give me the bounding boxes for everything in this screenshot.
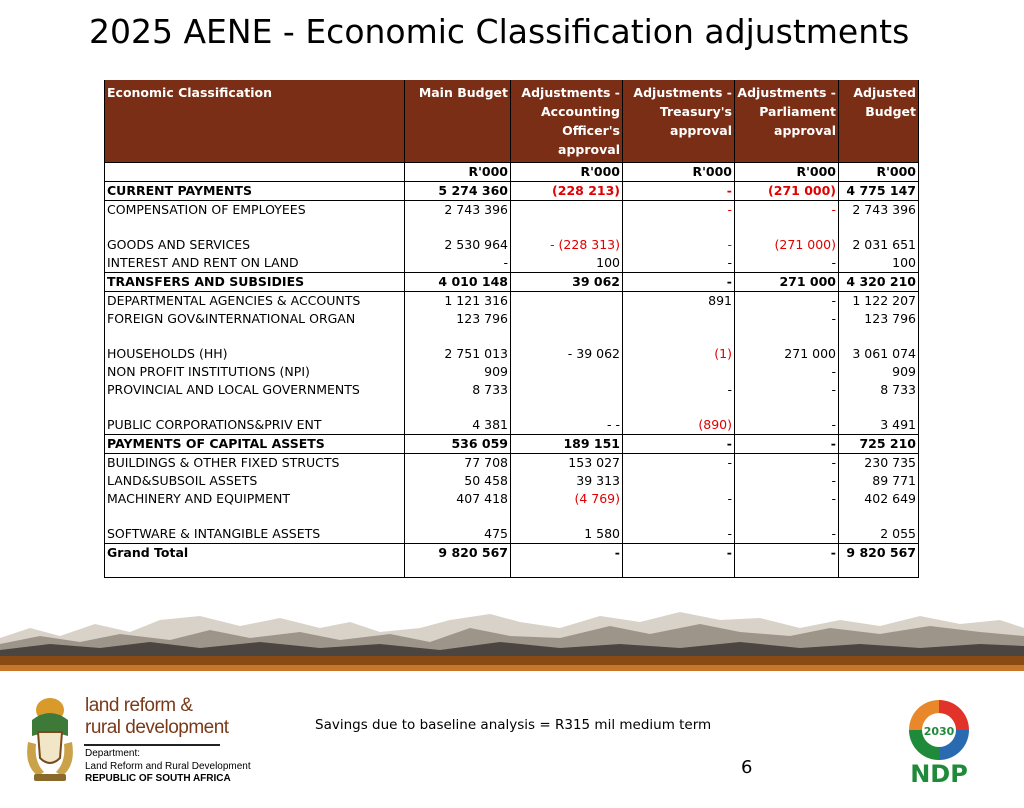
adjusted-budget-cell: 9 820 567 [839,544,919,578]
main-budget-cell: 2 751 013 [405,328,511,363]
table-row [105,292,919,311]
row-label: PROVINCIAL AND LOCAL GOVERNMENTS [105,381,405,399]
adj-treasury-cell: - [623,254,735,273]
main-budget-cell: 50 458 [405,472,511,490]
adj-treasury-cell [623,310,735,328]
adj-treasury-cell: (890) [623,399,735,435]
adjusted-budget-cell: 2 031 651 [839,219,919,254]
row-label: PUBLIC CORPORATIONS&PRIV ENT [105,399,405,435]
economic-classification-table [104,80,919,578]
row-label: LAND&SUBSOIL ASSETS [105,472,405,490]
adj-ao-cell: 100 [511,254,623,273]
page-number: 6 [741,757,753,778]
row-label: NON PROFIT INSTITUTIONS (NPI) [105,363,405,381]
adj-treasury-cell: 891 [623,292,735,311]
logo-line2: rural development [85,717,229,738]
main-budget-cell: - [405,254,511,273]
adj-treasury-cell: - [623,508,735,544]
adj-treasury-cell: - [623,381,735,399]
ndp-year: 2030 [923,725,955,738]
table-row [105,381,919,399]
adj-parliament-cell: - [735,310,839,328]
adj-treasury-cell: - [623,544,735,578]
main-budget-cell: 475 [405,508,511,544]
main-budget-cell: 536 059 [405,435,511,454]
table-row [105,273,919,292]
ndp-text: NDP [910,760,968,786]
adjusted-budget-cell: 3 061 074 [839,328,919,363]
main-budget-cell: 4 010 148 [405,273,511,292]
table-row [105,310,919,328]
adj-treasury-cell [623,472,735,490]
header-adj-treasury: Adjustments - Treasury's approval [623,80,735,163]
ndp-2030-logo [906,694,972,786]
table-row [105,490,919,508]
row-label: HOUSEHOLDS (HH) [105,328,405,363]
adj-treasury-cell: - [623,435,735,454]
adj-parliament-cell: - [735,454,839,473]
adj-ao-cell: - [511,544,623,578]
adj-treasury-cell [623,363,735,381]
header-economic-classification: Economic Classification [105,80,405,163]
row-label: GOODS AND SERVICES [105,219,405,254]
main-budget-cell: 407 418 [405,490,511,508]
row-label: CURRENT PAYMENTS [105,182,405,201]
adj-ao-cell [511,363,623,381]
adj-treasury-cell: - [623,201,735,220]
adj-ao-cell [511,292,623,311]
main-budget-cell: 77 708 [405,454,511,473]
row-label: SOFTWARE & INTANGIBLE ASSETS [105,508,405,544]
adj-ao-cell [511,310,623,328]
main-budget-cell: 123 796 [405,310,511,328]
adj-treasury-cell: - [623,219,735,254]
units-cell: R'000 [405,163,511,182]
table-row [105,454,919,473]
adjusted-budget-cell: 123 796 [839,310,919,328]
adj-ao-cell: - 39 062 [511,328,623,363]
row-label: PAYMENTS OF CAPITAL ASSETS [105,435,405,454]
row-label: MACHINERY AND EQUIPMENT [105,490,405,508]
row-label: INTEREST AND RENT ON LAND [105,254,405,273]
adj-parliament-cell: - [735,490,839,508]
adj-treasury-cell: - [623,490,735,508]
units-cell: R'000 [735,163,839,182]
adj-parliament-cell: - [735,381,839,399]
row-label: COMPENSATION OF EMPLOYEES [105,201,405,220]
units-cell: R'000 [623,163,735,182]
landscape-banner [0,598,1024,680]
adj-parliament-cell: - [735,254,839,273]
adj-treasury-cell: - [623,454,735,473]
coat-of-arms-logo [24,696,76,784]
adj-parliament-cell: - [735,292,839,311]
adj-parliament-cell: 271 000 [735,273,839,292]
brown-band [0,656,1024,665]
adj-parliament-cell: - [735,363,839,381]
adjusted-budget-cell: 1 122 207 [839,292,919,311]
units-cell: R'000 [839,163,919,182]
dept-line1: Department: [85,748,141,759]
row-label: BUILDINGS & OTHER FIXED STRUCTS [105,454,405,473]
units-cell [105,163,405,182]
adj-treasury-cell: - [623,273,735,292]
adj-parliament-cell: 271 000 [735,328,839,363]
header-main-budget: Main Budget [405,80,511,163]
adj-ao-cell: 189 151 [511,435,623,454]
table-row [105,399,919,435]
row-label: FOREIGN GOV&INTERNATIONAL ORGAN [105,310,405,328]
units-cell: R'000 [511,163,623,182]
main-budget-cell: 9 820 567 [405,544,511,578]
main-budget-cell: 8 733 [405,381,511,399]
table-row [105,182,919,201]
logo-wordmark [85,695,229,739]
adjusted-budget-cell: 2 055 [839,508,919,544]
adj-parliament-cell: (271 000) [735,219,839,254]
table-row [105,328,919,363]
adjusted-budget-cell: 4 775 147 [839,182,919,201]
adj-ao-cell: 153 027 [511,454,623,473]
adj-ao-cell: (228 213) [511,182,623,201]
adj-treasury-cell: - [623,182,735,201]
adj-ao-cell: - - [511,399,623,435]
table-row [105,201,919,220]
adj-ao-cell: 39 313 [511,472,623,490]
adj-ao-cell [511,381,623,399]
table-row [105,508,919,544]
row-label: Grand Total [105,544,405,578]
header-adj-accounting-officer: Adjustments - Accounting Officer's approval [511,80,623,163]
adj-parliament-cell: - [735,399,839,435]
main-budget-cell: 1 121 316 [405,292,511,311]
table-row [105,254,919,273]
adj-parliament-cell: - [735,472,839,490]
main-budget-cell: 909 [405,363,511,381]
adj-parliament-cell: - [735,544,839,578]
adjusted-budget-cell: 909 [839,363,919,381]
department-text [85,748,251,786]
logo-divider [84,744,220,746]
main-budget-cell: 2 743 396 [405,201,511,220]
main-budget-cell: 4 381 [405,399,511,435]
adjusted-budget-cell: 8 733 [839,381,919,399]
adjusted-budget-cell: 3 491 [839,399,919,435]
units-row [105,163,919,182]
dept-line3: REPUBLIC OF SOUTH AFRICA [85,773,231,784]
orange-band [0,665,1024,671]
adj-ao-cell: - (228 313) [511,219,623,254]
row-label: TRANSFERS AND SUBSIDIES [105,273,405,292]
row-label: DEPARTMENTAL AGENCIES & ACCOUNTS [105,292,405,311]
adj-parliament-cell: - [735,508,839,544]
adjusted-budget-cell: 2 743 396 [839,201,919,220]
page-title: 2025 AENE - Economic Classification adjustments [89,12,910,51]
main-budget-cell: 2 530 964 [405,219,511,254]
adjusted-budget-cell: 230 735 [839,454,919,473]
adjusted-budget-cell: 402 649 [839,490,919,508]
savings-note: Savings due to baseline analysis = R315 mil medium term [315,717,712,733]
adj-ao-cell [511,201,623,220]
adjusted-budget-cell: 725 210 [839,435,919,454]
adjusted-budget-cell: 89 771 [839,472,919,490]
adj-treasury-cell: (1) [623,328,735,363]
main-budget-cell: 5 274 360 [405,182,511,201]
table-row [105,363,919,381]
adj-parliament-cell: (271 000) [735,182,839,201]
adj-ao-cell: (4 769) [511,490,623,508]
adjusted-budget-cell: 4 320 210 [839,273,919,292]
header-adj-parliament: Adjustments - Parliament approval [735,80,839,163]
dept-line2: Land Reform and Rural Development [85,760,251,772]
header-row [105,80,919,163]
table-row [105,219,919,254]
logo-line1: land reform & [85,695,193,716]
table-row [105,544,919,578]
header-adjusted-budget: Adjusted Budget [839,80,919,163]
table-row [105,472,919,490]
adjusted-budget-cell: 100 [839,254,919,273]
table-row [105,435,919,454]
adj-parliament-cell: - [735,435,839,454]
adj-ao-cell: 39 062 [511,273,623,292]
adj-parliament-cell: - [735,201,839,220]
adj-ao-cell: 1 580 [511,508,623,544]
